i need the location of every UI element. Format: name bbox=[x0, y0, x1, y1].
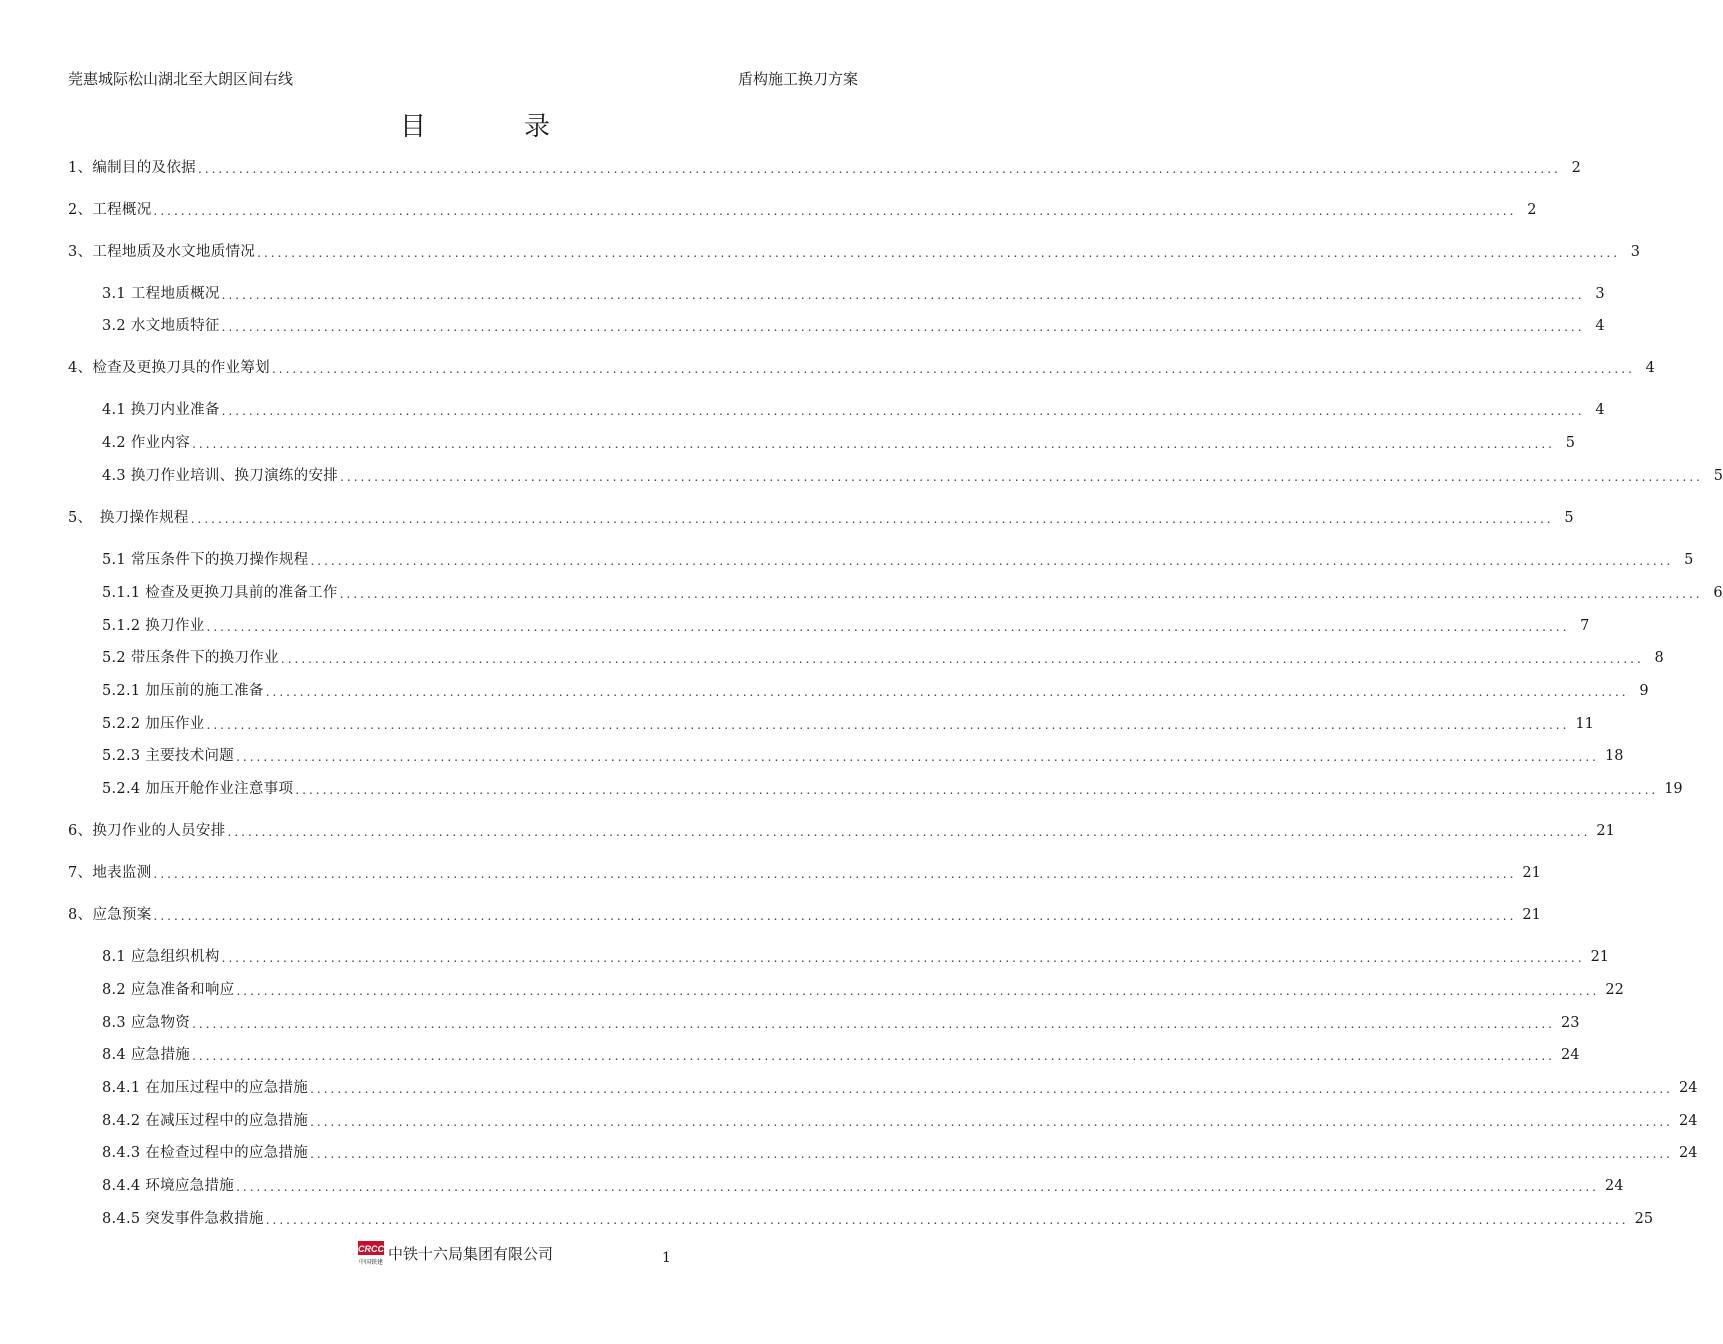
toc-dot-leader: ........................................................................................................................................................................................................ bbox=[192, 1049, 1555, 1063]
toc-entry-page-number: 24 bbox=[1605, 1178, 1624, 1194]
toc-dot-leader: ........................................................................................................................................................................................................ bbox=[257, 246, 1621, 260]
toc-entry-page-number: 18 bbox=[1605, 748, 1624, 764]
page-footer bbox=[356, 1238, 553, 1268]
toc-entry[interactable] bbox=[68, 357, 1655, 379]
toc-dot-leader: ........................................................................................................................................................................................................ bbox=[221, 320, 1585, 334]
toc-entry-page-number: 25 bbox=[1634, 1211, 1654, 1227]
toc-entry-label: 8.4.5 突发事件急救措施 bbox=[102, 1211, 264, 1227]
toc-entry-page-number: 2 bbox=[1571, 160, 1581, 176]
toc-dot-leader: ........................................................................................................................................................................................................ bbox=[310, 554, 1674, 568]
toc-entry-label: 5.2.1 加压前的施工准备 bbox=[102, 683, 264, 699]
toc-entry[interactable] bbox=[102, 465, 1723, 487]
toc-entry-page-number: 19 bbox=[1664, 781, 1683, 797]
crcc-logo-graphic bbox=[357, 1240, 385, 1266]
toc-entry-label: 6、换刀作业的人员安排 bbox=[68, 823, 226, 839]
toc-entry-label: 5、 换刀操作规程 bbox=[68, 510, 189, 526]
toc-entry[interactable] bbox=[68, 241, 1641, 263]
toc-entry-page-number: 3 bbox=[1595, 286, 1605, 302]
toc-entry[interactable] bbox=[102, 399, 1605, 421]
toc-entry[interactable] bbox=[102, 1142, 1698, 1164]
toc-entry-label: 3.2 水文地质特征 bbox=[102, 318, 220, 334]
toc-dot-leader: ........................................................................................................................................................................................................ bbox=[236, 1180, 1599, 1194]
toc-entry[interactable] bbox=[102, 680, 1649, 702]
toc-entry-page-number: 9 bbox=[1639, 683, 1649, 699]
toc-dot-leader: ........................................................................................................................................................................................................ bbox=[339, 587, 1703, 601]
crcc-logo-icon bbox=[356, 1239, 386, 1267]
toc-entry-label: 3、工程地质及水文地质情况 bbox=[68, 244, 256, 260]
toc-entry[interactable] bbox=[102, 1110, 1698, 1132]
toc-entry[interactable] bbox=[102, 979, 1624, 1001]
toc-entry[interactable] bbox=[102, 1077, 1698, 1099]
toc-entry-label: 8.4 应急措施 bbox=[102, 1047, 191, 1063]
toc-entry-label: 5.2.2 加压作业 bbox=[102, 716, 205, 732]
toc-entry-label: 4.1 换刀内业准备 bbox=[102, 402, 220, 418]
toc-entry-label: 8.4.2 在减压过程中的应急措施 bbox=[102, 1113, 309, 1129]
toc-entry[interactable] bbox=[102, 1175, 1624, 1197]
toc-entry-label: 5.1 常压条件下的换刀操作规程 bbox=[102, 552, 309, 568]
toc-dot-leader: ........................................................................................................................................................................................................ bbox=[197, 162, 1561, 176]
toc-entry-page-number: 24 bbox=[1679, 1145, 1698, 1161]
toc-entry-label: 7、地表监测 bbox=[68, 865, 152, 881]
toc-entry-label: 5.2.3 主要技术问题 bbox=[102, 748, 235, 764]
toc-entry-page-number: 22 bbox=[1605, 982, 1624, 998]
toc-entry-page-number: 8 bbox=[1654, 650, 1664, 666]
toc-dot-leader: ........................................................................................................................................................................................................ bbox=[227, 825, 1591, 839]
toc-entry-label: 4、检查及更换刀具的作业筹划 bbox=[68, 360, 270, 376]
toc-dot-leader: ........................................................................................................................................................................................................ bbox=[221, 951, 1585, 965]
toc-dot-leader: ........................................................................................................................................................................................................ bbox=[271, 362, 1635, 376]
toc-entry[interactable] bbox=[102, 615, 1590, 637]
toc-entry-label: 3.1 工程地质概况 bbox=[102, 286, 220, 302]
toc-entry-page-number: 3 bbox=[1630, 244, 1641, 260]
toc-dot-leader: ........................................................................................................................................................................................................ bbox=[280, 652, 1644, 666]
toc-dot-leader: ........................................................................................................................................................................................................ bbox=[206, 718, 1570, 732]
header-project-name: 莞惠城际松山湖北至大朗区间右线 bbox=[68, 70, 294, 88]
toc-entry[interactable] bbox=[102, 647, 1664, 669]
toc-entry-label: 5.1.2 换刀作业 bbox=[102, 618, 205, 634]
toc-entry-label: 8.4.4 环境应急措施 bbox=[102, 1178, 235, 1194]
toc-dot-leader: ........................................................................................................................................................................................................ bbox=[190, 512, 1554, 526]
toc-entry-page-number: 2 bbox=[1527, 202, 1537, 218]
toc-entry-label: 8、应急预案 bbox=[68, 907, 152, 923]
toc-entry-page-number: 21 bbox=[1522, 865, 1541, 881]
toc-entry-label: 8.4.1 在加压过程中的应急措施 bbox=[102, 1080, 309, 1096]
header-document-title: 盾构施工换刀方案 bbox=[737, 70, 858, 88]
logo-bottom-text: 中国铁建 bbox=[358, 1259, 384, 1266]
toc-dot-leader: ........................................................................................................................................................................................................ bbox=[236, 984, 1600, 998]
toc-entry-page-number: 6 bbox=[1713, 585, 1723, 601]
toc-dot-leader: ........................................................................................................................................................................................................ bbox=[153, 909, 1517, 923]
toc-entry[interactable] bbox=[102, 713, 1594, 735]
toc-dot-leader: ........................................................................................................................................................................................................ bbox=[310, 1115, 1673, 1129]
toc-entry-label: 5.1.1 检查及更换刀具前的准备工作 bbox=[102, 585, 338, 601]
toc-entry-page-number: 7 bbox=[1580, 618, 1590, 634]
toc-entry[interactable] bbox=[102, 778, 1683, 800]
toc-dot-leader: ........................................................................................................................................................................................................ bbox=[236, 750, 1599, 764]
toc-entry-page-number: 4 bbox=[1595, 318, 1605, 334]
toc-dot-leader: ........................................................................................................................................................................................................ bbox=[153, 867, 1517, 881]
toc-dot-leader: ........................................................................................................................................................................................................ bbox=[153, 204, 1517, 218]
toc-entry-label: 4.2 作业内容 bbox=[102, 435, 191, 451]
page-number: 1 bbox=[662, 1250, 671, 1266]
toc-entry-page-number: 11 bbox=[1575, 716, 1594, 732]
toc-dot-leader: ........................................................................................................................................................................................................ bbox=[221, 288, 1585, 302]
toc-entry[interactable] bbox=[102, 582, 1723, 604]
logo-top-text: CRCC bbox=[358, 1244, 384, 1254]
toc-entry[interactable] bbox=[102, 946, 1610, 968]
toc-entry[interactable] bbox=[68, 507, 1574, 529]
footer-company-name: 中铁十六局集团有限公司 bbox=[388, 1244, 554, 1263]
toc-entry-page-number: 4 bbox=[1645, 360, 1655, 376]
toc-entry[interactable] bbox=[68, 820, 1615, 842]
toc-dot-leader: ........................................................................................................................................................................................................ bbox=[192, 1017, 1555, 1031]
toc-entry-page-number: 24 bbox=[1560, 1047, 1580, 1063]
toc-entry-label: 8.3 应急物资 bbox=[102, 1015, 191, 1031]
toc-dot-leader: ........................................................................................................................................................................................................ bbox=[206, 620, 1570, 634]
toc-dot-leader: ........................................................................................................................................................................................................ bbox=[295, 783, 1659, 797]
toc-entry[interactable] bbox=[68, 862, 1541, 884]
toc-entry[interactable] bbox=[102, 1044, 1580, 1066]
toc-entry-page-number: 24 bbox=[1679, 1080, 1698, 1096]
toc-entry[interactable] bbox=[102, 283, 1605, 305]
toc-entry-page-number: 24 bbox=[1679, 1113, 1698, 1129]
toc-entry-page-number: 5 bbox=[1713, 468, 1723, 484]
toc-entry-label: 8.1 应急组织机构 bbox=[102, 949, 220, 965]
toc-entry-page-number: 4 bbox=[1595, 402, 1605, 418]
toc-entry-page-number: 23 bbox=[1560, 1015, 1580, 1031]
toc-entry-page-number: 5 bbox=[1684, 552, 1694, 568]
toc-entry-label: 4.3 换刀作业培训、换刀演练的安排 bbox=[102, 468, 339, 484]
toc-entry[interactable] bbox=[68, 904, 1541, 926]
toc-title: 目 录 bbox=[399, 112, 586, 142]
toc-entry[interactable] bbox=[102, 745, 1624, 767]
toc-dot-leader: ........................................................................................................................................................................................................ bbox=[192, 437, 1555, 451]
toc-entry-page-number: 5 bbox=[1564, 510, 1574, 526]
toc-entry[interactable] bbox=[102, 549, 1694, 571]
toc-entry-page-number: 21 bbox=[1590, 949, 1610, 965]
toc-entry[interactable] bbox=[68, 199, 1537, 221]
toc-dot-leader: ........................................................................................................................................................................................................ bbox=[265, 1213, 1629, 1227]
toc-dot-leader: ........................................................................................................................................................................................................ bbox=[340, 470, 1703, 484]
toc-entry-label: 5.2 带压条件下的换刀作业 bbox=[102, 650, 279, 666]
toc-entry[interactable] bbox=[102, 315, 1605, 337]
toc-entry-label: 8.2 应急准备和响应 bbox=[102, 982, 235, 998]
toc-dot-leader: ........................................................................................................................................................................................................ bbox=[310, 1082, 1673, 1096]
toc-entry-page-number: 21 bbox=[1522, 907, 1541, 923]
toc-entry-label: 8.4.3 在检查过程中的应急措施 bbox=[102, 1145, 309, 1161]
toc-entry[interactable] bbox=[102, 1012, 1580, 1034]
toc-entry-page-number: 5 bbox=[1565, 435, 1575, 451]
toc-dot-leader: ........................................................................................................................................................................................................ bbox=[265, 685, 1629, 699]
toc-entry[interactable] bbox=[102, 1208, 1654, 1230]
toc-dot-leader: ........................................................................................................................................................................................................ bbox=[221, 404, 1585, 418]
toc-entry[interactable] bbox=[102, 432, 1575, 454]
toc-entry-label: 1、编制目的及依据 bbox=[68, 160, 196, 176]
toc-dot-leader: ........................................................................................................................................................................................................ bbox=[310, 1147, 1673, 1161]
toc-entry-label: 5.2.4 加压开舱作业注意事项 bbox=[102, 781, 294, 797]
toc-entry-label: 2、工程概况 bbox=[68, 202, 152, 218]
toc-entry-page-number: 21 bbox=[1596, 823, 1615, 839]
toc-entry[interactable] bbox=[68, 157, 1581, 179]
